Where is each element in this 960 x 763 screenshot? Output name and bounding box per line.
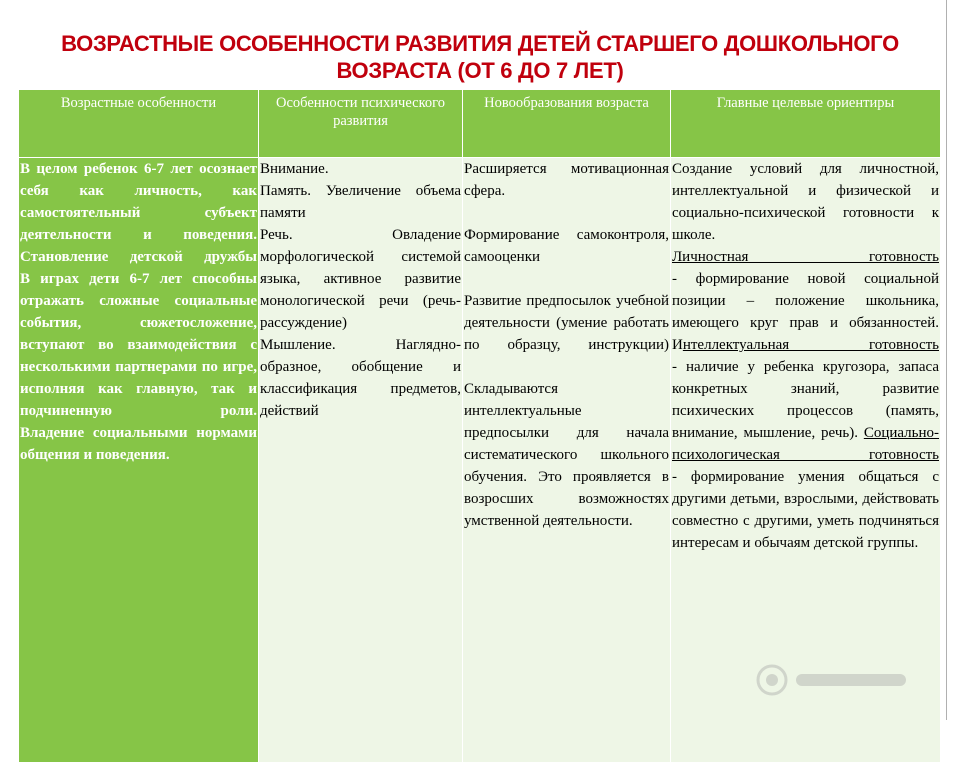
social-readiness-title: Социально-психологическая готовность xyxy=(672,425,940,463)
mental-development-item: Память. Увеличение объема памяти xyxy=(260,183,461,221)
mental-development-item: Внимание. xyxy=(260,161,329,177)
slide-edge-line xyxy=(946,0,947,720)
new-formation-item: Складываются интеллектуальные предпосылки для начала систематического школьного обучения. Это проявляется в возросших возможностях умственной деятельности. xyxy=(464,381,669,529)
header-mental-development: Особенности психического развития xyxy=(259,90,463,158)
personal-readiness-text: - формирование новой социальной позиции – положение школьника, имеющего круг прав и обязанностей. xyxy=(672,271,939,331)
header-new-formations: Новообразования возраста xyxy=(463,90,671,158)
age-features-item: В целом ребенок 6-7 лет осознает себя как личность, как самостоятельный субъект деятельности и поведения. xyxy=(20,161,257,243)
intellectual-readiness-initial: И xyxy=(672,337,683,353)
age-features-cell xyxy=(19,158,259,763)
age-features-item: В играх дети 6-7 лет способны отражать сложные социальные события, сюжетосложение, вступают во взаимодействия с несколькими партнерами по игре, исполняя как главную, так и подчиненную роли. xyxy=(20,271,257,419)
age-features-item: Владение социальными нормами общения и поведения. xyxy=(20,425,257,463)
new-formation-item: Формирование самоконтроля, самооценки xyxy=(464,227,669,265)
header-age-features: Возрастные особенности xyxy=(19,90,259,158)
table-header-row xyxy=(19,90,941,158)
page-title: ВОЗРАСТНЫЕ ОСОБЕННОСТИ РАЗВИТИЯ ДЕТЕЙ СТАРШЕГО ДОШКОЛЬНОГО ВОЗРАСТА (ОТ 6 ДО 7 ЛЕТ) xyxy=(61,31,899,83)
guidelines-intro: Создание условий для личностной, интеллектуальной и физической и социально-психической готовности к школе. xyxy=(672,161,939,243)
new-formation-item: Расширяется мотивационная сфера. xyxy=(464,161,669,199)
mental-development-cell xyxy=(259,158,463,763)
mental-development-item: Мышление. Наглядно-образное, обобщение и классификация предметов, действий xyxy=(260,337,461,419)
age-features-item: Становление детской дружбы xyxy=(20,249,257,265)
intellectual-readiness-title: нтеллектуальная готовность xyxy=(682,337,939,353)
new-formation-item: Развитие предпосылок учебной деятельности (умение работать по образцу, инструкции) xyxy=(464,293,669,353)
social-readiness-text: - формирование умения общаться с другими детьми, взрослыми, действовать совместно с другими, уметь подчиняться интересам и обычаям детской группы. xyxy=(672,469,939,551)
new-formations-cell xyxy=(463,158,671,763)
personal-readiness-title: Личностная готовность xyxy=(672,249,939,265)
watermark-logo xyxy=(752,660,922,700)
header-target-guidelines: Главные целевые ориентиры xyxy=(671,90,941,158)
mental-development-item: Речь. Овладение морфологической системой языка, активное развитие монологической речи (речь-рассуждение) xyxy=(260,227,461,331)
intellectual-readiness-text: - наличие у ребенка кругозора, запаса конкретных знаний, развитие психических процессов (память, внимание, мышление, речь). xyxy=(672,359,939,441)
